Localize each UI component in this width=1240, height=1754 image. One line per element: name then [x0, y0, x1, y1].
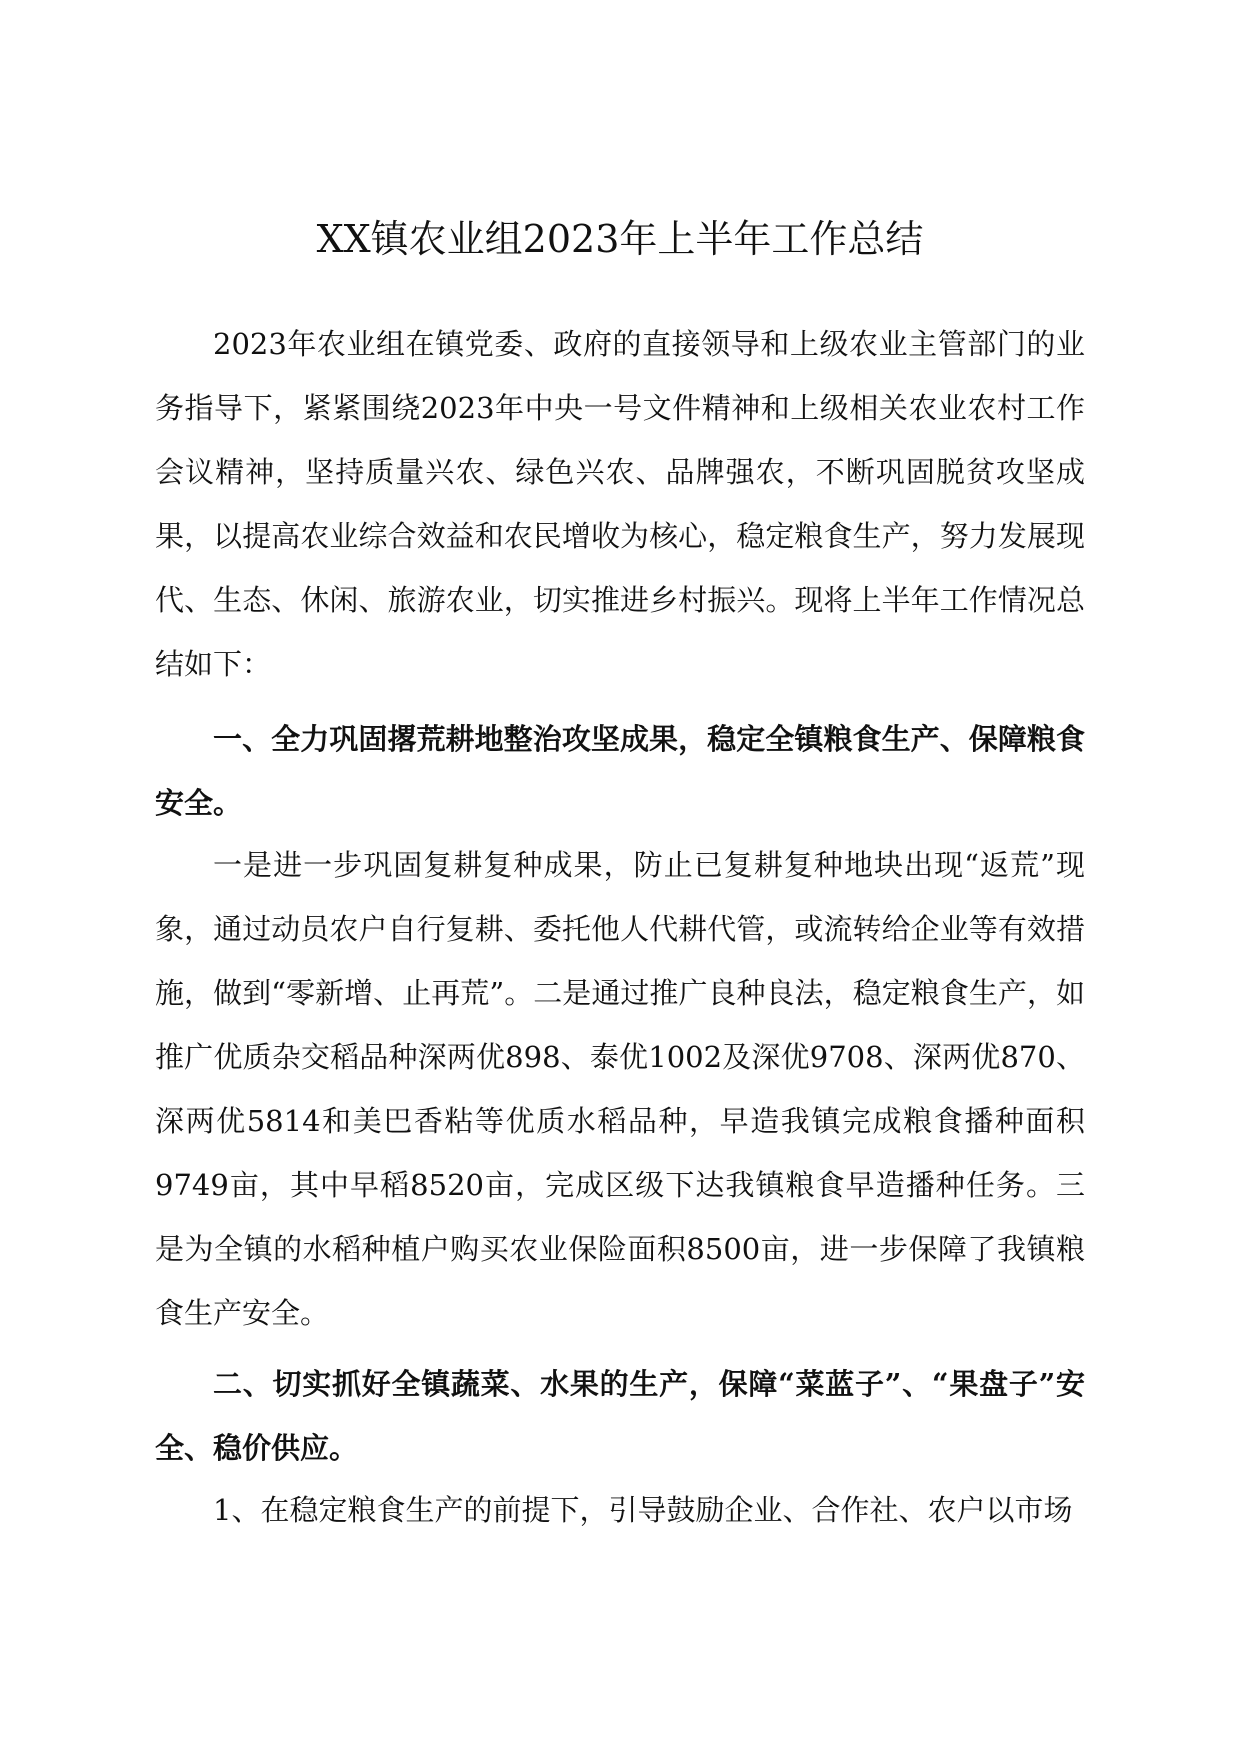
section-2-body: 1、在稳定粮食生产的前提下，引导鼓励企业、合作社、农户以市场	[213, 1493, 1073, 1527]
intro-paragraph: 2023年农业组在镇党委、政府的直接领导和上级农业主管部门的业务指导下，紧紧围绕2023年中央一号文件精神和上级相关农业农村工作会议精神，坚持质量兴农、绿色兴农、品牌强农，不断巩固脱贫攻坚成果，以提高农业综合效益和农民增收为核心，稳定粮食生产，努力发展现代、生态、休闲、旅游农业，切实推进乡村振兴。现将上半年工作情况总结如下：	[155, 327, 1085, 681]
document-title: XX镇农业组2023年上半年工作总结	[316, 217, 924, 262]
section-2-heading: 二、切实抓好全镇蔬菜、水果的生产，保障“菜蓝子”、“果盘子”安全、稳价供应。	[155, 1367, 1085, 1465]
section-1-body: 一是进一步巩固复耕复种成果，防止已复耕复种地块出现“返荒”现象，通过动员农户自行复耕、委托他人代耕代管，或流转给企业等有效措施，做到“零新增、止再荒”。二是通过推广良种良法，稳定粮食生产，如推广优质杂交稻品种深两优898、泰优1002及深优9708、深两优870、深两优5814和美巴香粘等优质水稻品种，早造我镇完成粮食播种面积9749亩，其中早稻8520亩，完成区级下达我镇粮食早造播种任务。三是为全镇的水稻种植户购买农业保险面积8500亩，进一步保障了我镇粮食生产安全。	[155, 848, 1085, 1330]
section-1-heading: 一、全力巩固撂荒耕地整治攻坚成果，稳定全镇粮食生产、保障粮食安全。	[155, 722, 1085, 820]
